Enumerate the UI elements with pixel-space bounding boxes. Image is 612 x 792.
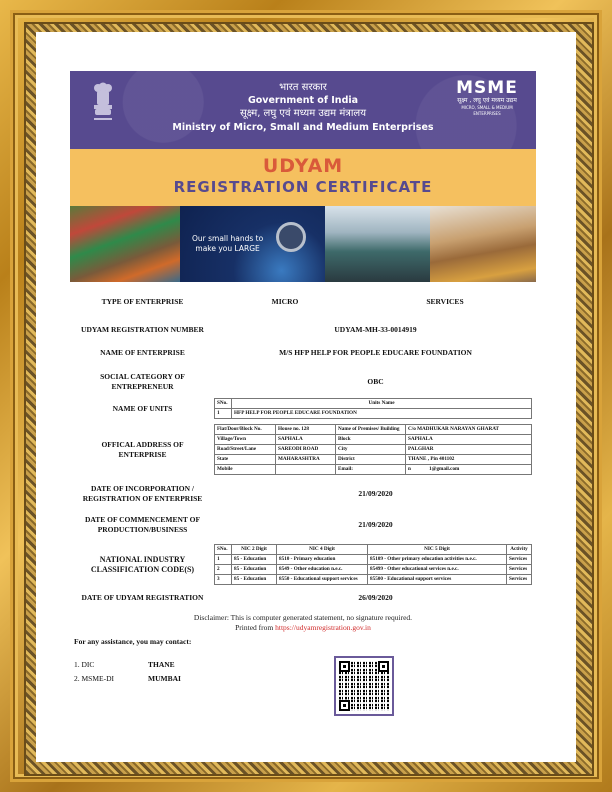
address-label-line-2: ENTERPRISE <box>118 450 167 459</box>
address-cell: Village/Town <box>215 435 276 445</box>
name-label: NAME OF ENTERPRISE <box>100 348 185 357</box>
tagline-line-2: make you LARGE <box>195 244 260 253</box>
nic-header-sno: SNo. <box>215 545 232 555</box>
nic-cell: 1 <box>215 555 232 565</box>
qr-finder-icon <box>378 661 389 672</box>
table-row <box>215 565 532 575</box>
commence-label-line-1: DATE OF COMMENCEMENT OF <box>84 515 201 524</box>
address-cell: SAPHALA <box>406 435 532 445</box>
commence-label <box>70 515 215 535</box>
disclaimer-text: Disclaimer: This is computer generated statement, no signature required. <box>193 613 413 622</box>
address-cell: Email: <box>336 465 406 475</box>
contact-dic-label: 1. DIC <box>74 660 95 669</box>
address-cell: n 1@gmail.com <box>406 465 532 475</box>
title-registration-certificate: REGISTRATION CERTIFICATE <box>173 178 433 196</box>
units-cell-sno: 1 <box>215 409 232 419</box>
qr-finder-icon <box>339 661 350 672</box>
units-header-row <box>215 399 532 409</box>
contact-dic-value: THANE <box>148 660 175 669</box>
address-cell: House no. 128 <box>276 425 336 435</box>
incorp-value: 21/09/2020 <box>358 489 393 498</box>
address-cell: SAREODI ROAD <box>276 445 336 455</box>
nic-cell: 85499 - Other educational services n.e.c. <box>368 565 507 575</box>
header-hindi-gov: भारत सरकार <box>279 82 327 93</box>
contact-msme-di-value: MUMBAI <box>148 674 181 683</box>
assistance-heading: For any assistance, you may contact: <box>74 637 192 646</box>
nic-cell: 3 <box>215 575 232 585</box>
address-cell: State <box>215 455 276 465</box>
nic-table <box>214 544 532 585</box>
contact-msme-di-label: 2. MSME-DI <box>74 674 115 683</box>
commence-label-line-2: PRODUCTION/BUSINESS <box>97 525 188 534</box>
address-cell: THANE , Pin 401102 <box>406 455 532 465</box>
address-label-line-1: OFFICAL ADDRESS OF <box>101 440 184 449</box>
nic-cell: 85 - Education <box>232 575 277 585</box>
msme-logo-english: MICRO, SMALL & MEDIUM ENTERPRISES <box>461 105 513 116</box>
photo-banner <box>70 206 536 282</box>
nic-cell: 2 <box>215 565 232 575</box>
address-cell: SAPHALA <box>276 435 336 445</box>
address-cell: District <box>336 455 406 465</box>
social-label <box>70 372 215 392</box>
units-header-name: Units Name <box>232 399 532 409</box>
table-row <box>215 425 532 435</box>
msme-logo-hindi: सूक्ष्म , लघु एवं मध्यम उद्यम <box>457 97 517 104</box>
address-label <box>70 440 215 460</box>
table-row <box>215 555 532 565</box>
tagline-line-1: Our small hands to <box>192 234 264 243</box>
nic-cell: 85109 - Other primary education activities n.e.c. <box>368 555 507 565</box>
address-cell: PALGHAR <box>406 445 532 455</box>
banner-photo-artisan <box>70 206 180 282</box>
banner-tagline-panel <box>180 206 325 282</box>
incorp-label-line-2: REGISTRATION OF ENTERPRISE <box>82 494 203 503</box>
nic-label-line-2: CLASSIFICATION CODE(S) <box>90 565 195 574</box>
printed-from-label: Printed from <box>235 623 276 632</box>
address-cell: City <box>336 445 406 455</box>
nic-cell: 8549 - Other education n.e.c. <box>277 565 368 575</box>
banner-photo-office <box>325 206 430 282</box>
nic-label <box>70 555 215 575</box>
social-value: OBC <box>367 377 384 386</box>
nic-label-line-1: NATIONAL INDUSTRY <box>99 555 186 564</box>
nic-header-4digit: NIC 4 Digit <box>277 545 368 555</box>
disclaimer <box>70 613 536 633</box>
udyam-date-label: DATE OF UDYAM REGISTRATION <box>81 593 204 602</box>
header-gov-name: Government of India <box>247 95 359 106</box>
nic-cell: Services <box>507 565 532 575</box>
nic-cell: 85 - Education <box>232 565 277 575</box>
nic-header-2digit: NIC 2 Digit <box>232 545 277 555</box>
nic-header-activity: Activity <box>507 545 532 555</box>
nic-cell: Services <box>507 575 532 585</box>
table-row <box>215 455 532 465</box>
address-cell <box>276 465 336 475</box>
units-label: NAME OF UNITS <box>112 404 173 413</box>
qr-code[interactable] <box>334 656 394 716</box>
address-cell: Name of Premises/ Building <box>336 425 406 435</box>
nic-cell: 8550 - Educational support services <box>277 575 368 585</box>
table-row <box>215 435 532 445</box>
nic-cell: 8510 - Primary education <box>277 555 368 565</box>
units-cell-name: HFP HELP FOR PEOPLE EDUCARE FOUNDATION <box>232 409 532 419</box>
units-header-sno: SNo. <box>215 399 232 409</box>
udyam-registration-link[interactable]: https://udyamregistration.gov.in <box>275 623 371 632</box>
type-label: TYPE OF ENTERPRISE <box>101 297 184 306</box>
banner-tagline <box>192 234 263 254</box>
reg-no-label: UDYAM REGISTRATION NUMBER <box>81 325 204 334</box>
commence-value: 21/09/2020 <box>358 520 393 529</box>
udyam-date-value: 26/09/2020 <box>358 593 393 602</box>
address-cell: Flat/Door/Block No. <box>215 425 276 435</box>
address-cell: Road/Street/Lane <box>215 445 276 455</box>
social-label-line-1: SOCIAL CATEGORY OF <box>100 372 185 381</box>
type-value: MICRO <box>271 297 299 306</box>
nic-cell: Services <box>507 555 532 565</box>
address-cell: Mobile <box>215 465 276 475</box>
address-cell: MAHARASHTRA <box>276 455 336 465</box>
header-ministry: Ministry of Micro, Small and Medium Enterprises <box>172 122 434 133</box>
msme-logo <box>452 79 522 117</box>
printed-from <box>70 623 536 633</box>
address-table <box>214 424 532 475</box>
qr-finder-icon <box>339 700 350 711</box>
reg-no-value: UDYAM-MH-33-0014919 <box>334 325 417 334</box>
table-row <box>215 465 532 475</box>
incorp-label <box>70 484 215 504</box>
units-table <box>214 398 532 419</box>
certificate-header <box>70 71 536 149</box>
name-value: M/S HFP HELP FOR PEOPLE EDUCARE FOUNDATION <box>279 348 472 357</box>
header-hindi-ministry: सूक्ष्म, लघु एवं मध्यम उद्यम मंत्रालय <box>240 108 366 119</box>
nic-header-5digit: NIC 5 Digit <box>368 545 507 555</box>
title-band <box>70 149 536 206</box>
title-udyam: UDYAM <box>262 155 344 177</box>
table-row <box>215 575 532 585</box>
qr-code-pattern <box>339 661 389 711</box>
nic-cell: 85500 - Educational support services <box>368 575 507 585</box>
nic-header-row <box>215 545 532 555</box>
address-cell: Block <box>336 435 406 445</box>
msme-logo-mark: MSME <box>456 78 518 98</box>
table-row <box>215 445 532 455</box>
chakra-wheel-icon <box>276 222 306 252</box>
banner-photo-farming <box>430 206 536 282</box>
nic-cell: 85 - Education <box>232 555 277 565</box>
address-cell: C/o MADHUKAR NARAYAN GHARAT <box>406 425 532 435</box>
type-activity: SERVICES <box>426 297 464 306</box>
incorp-label-line-1: DATE OF INCORPORATION / <box>91 484 194 493</box>
social-label-line-2: ENTREPRENEUR <box>111 382 174 391</box>
table-row <box>215 409 532 419</box>
